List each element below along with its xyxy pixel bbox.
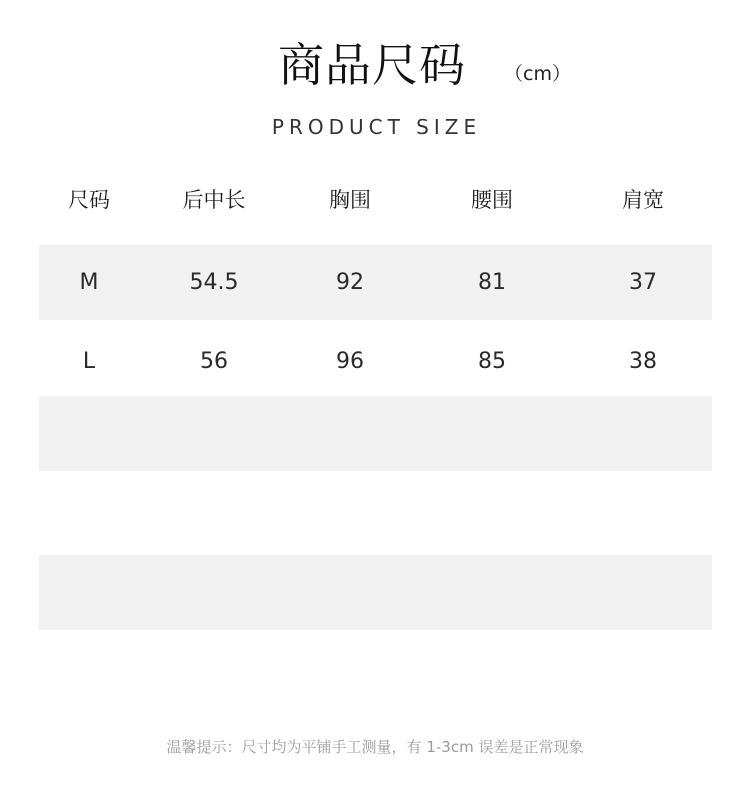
page-title: 商品尺码 (278, 38, 466, 92)
table-row (39, 324, 712, 399)
column-header-waist: 腰围 (471, 188, 513, 212)
column-header-size: 尺码 (68, 188, 110, 212)
page-subtitle: PRODUCT SIZE (271, 115, 482, 139)
empty-table-row (39, 555, 712, 630)
waist-cell: 85 (478, 349, 506, 374)
table-header-row (39, 170, 712, 228)
waist-cell: 81 (478, 270, 506, 295)
column-header-chest: 胸围 (329, 188, 371, 212)
table-row (39, 245, 712, 320)
column-header-back-length: 后中长 (182, 188, 246, 212)
chest-cell: 96 (336, 349, 364, 374)
chest-cell: 92 (336, 270, 364, 295)
empty-table-row (39, 396, 712, 471)
empty-table-row (39, 475, 712, 553)
size-cell: M (79, 270, 99, 295)
measurement-note: 温馨提示：尺寸均为平铺手工测量，有 1-3cm 误差是正常现象 (166, 738, 584, 756)
unit-label: （cm） (504, 63, 571, 85)
back-length-cell: 56 (200, 349, 228, 374)
size-cell: L (82, 349, 96, 374)
column-header-shoulder: 肩宽 (622, 188, 664, 212)
back-length-cell: 54.5 (189, 270, 239, 295)
shoulder-cell: 38 (629, 349, 657, 374)
shoulder-cell: 37 (629, 270, 657, 295)
